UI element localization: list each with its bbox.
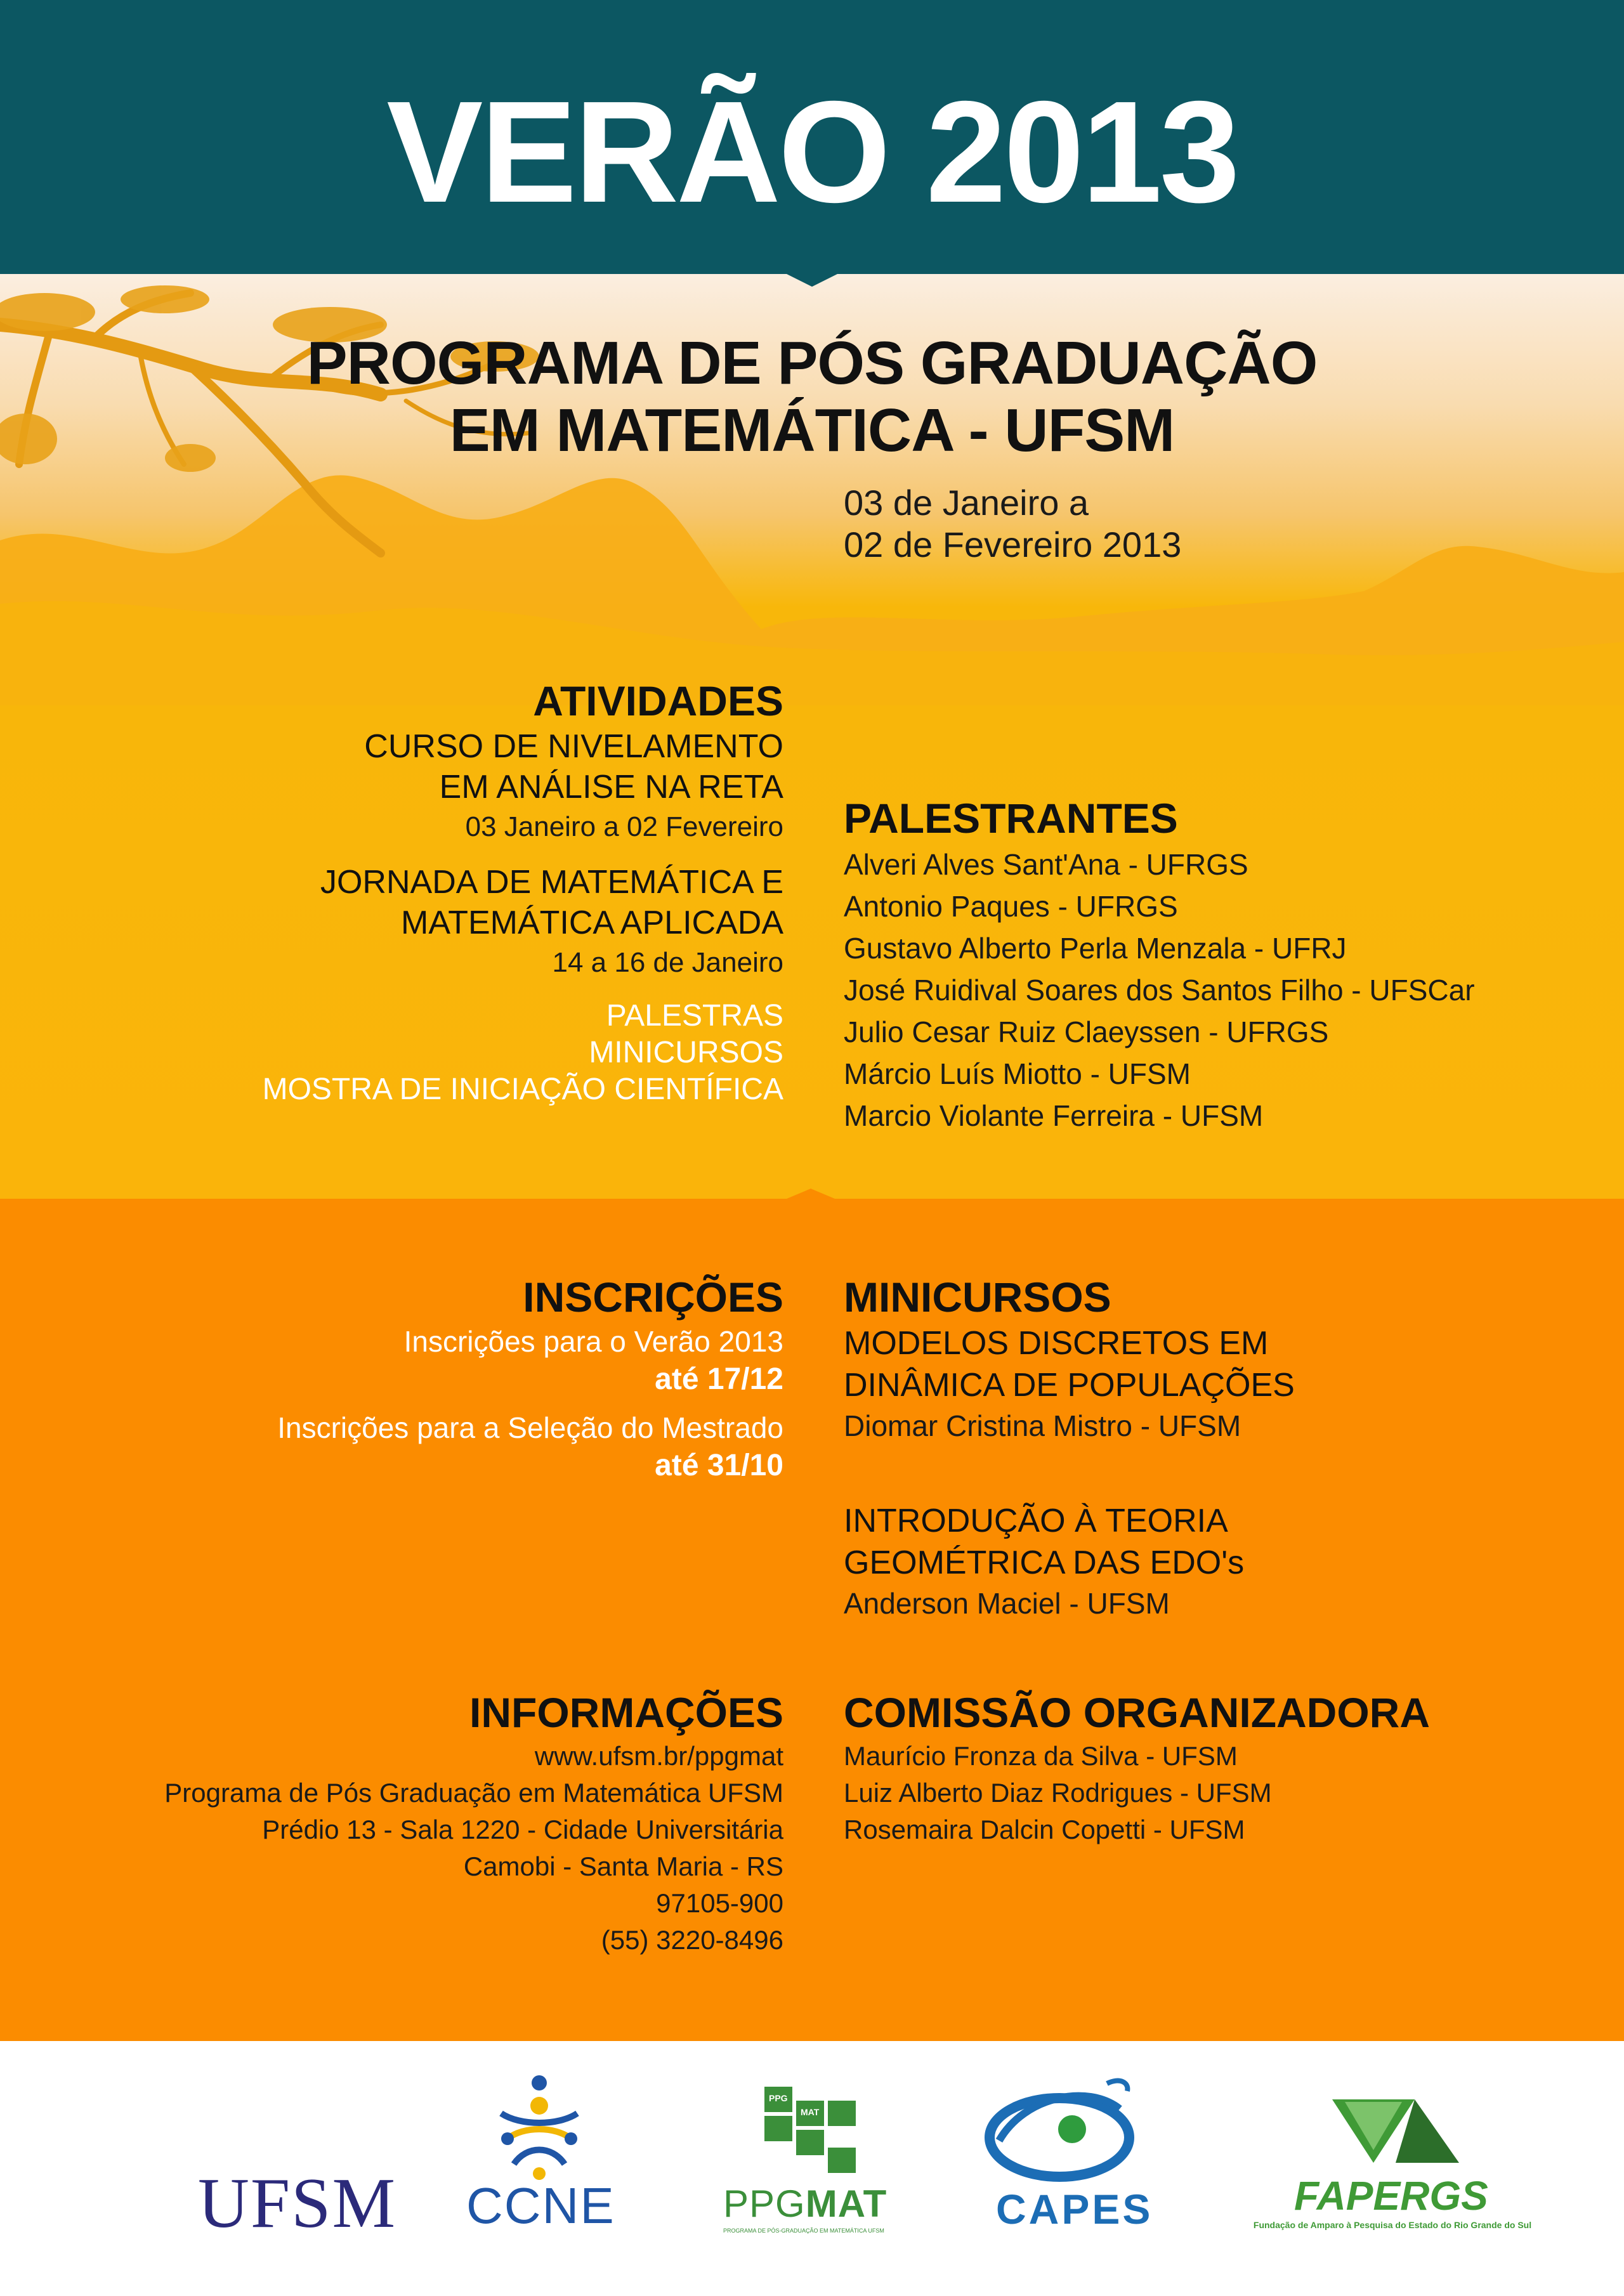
comissao-item: Maurício Fronza da Silva - UFSM: [844, 1741, 1238, 1771]
inscricoes-mestrado-text: Inscrições para a Seleção do Mestrado: [277, 1411, 783, 1444]
informacoes-heading: INFORMAÇÕES: [469, 1689, 783, 1736]
info-city: Camobi - Santa Maria - RS: [463, 1851, 783, 1881]
program-date-start: 03 de Janeiro a: [844, 483, 1089, 523]
palestrantes-heading: PALESTRANTES: [844, 795, 1178, 842]
comissao-list: [844, 1738, 1605, 1848]
informacoes-section: [95, 1687, 783, 1959]
ppgmat-grid-label-ppg: PPG: [769, 2093, 788, 2103]
curso-date: 03 Janeiro a 02 Fevereiro: [465, 811, 783, 842]
jornada-title-line2: MATEMÁTICA APLICADA: [401, 904, 783, 941]
orange-notch: [787, 1189, 835, 1199]
program-dates: [844, 482, 1181, 566]
atividades-heading: ATIVIDADES: [533, 677, 783, 724]
ccne-logo-text: CCNE: [466, 2177, 615, 2234]
ufsm-logo: UFSM: [198, 2164, 397, 2243]
inscricoes-verao-date: até 17/12: [655, 1362, 783, 1396]
ppgmat-subtitle: PROGRAMA DE PÓS-GRADUAÇÃO EM MATEMÁTICA UFSM: [723, 2228, 884, 2234]
minicurso-1-title: [844, 1322, 1573, 1406]
palestrante-item: Alveri Alves Sant'Ana - UFRGS: [844, 848, 1248, 881]
minicursos-section: [844, 1272, 1573, 1623]
page-title: VERÃO 2013: [386, 72, 1238, 233]
program-title: [0, 330, 1624, 464]
jornada-title-line1: JORNADA DE MATEMÁTICA E: [320, 864, 783, 901]
informacoes-list: [95, 1738, 783, 1959]
ppgmat-grid-label-mat: MAT: [801, 2107, 820, 2117]
palestrante-item: Antonio Paques - UFRGS: [844, 890, 1178, 923]
minicurso-1-title-line1: MODELOS DISCRETOS EM: [844, 1325, 1269, 1362]
curso-title-line1: CURSO DE NIVELAMENTO: [364, 728, 783, 765]
minicurso-2-title-line1: INTRODUÇÃO À TEORIA: [844, 1503, 1228, 1539]
jornada-title: [127, 862, 783, 943]
program-date-end: 02 de Fevereiro 2013: [844, 525, 1182, 564]
minicurso-2-speaker: Anderson Maciel - UFSM: [844, 1587, 1170, 1620]
info-zip: 97105-900: [656, 1888, 783, 1918]
palestrantes-section: [844, 793, 1573, 1137]
info-website: www.ufsm.br/ppgmat: [534, 1741, 783, 1771]
inscricoes-mestrado-date: até 31/10: [655, 1449, 783, 1482]
palestrantes-list: [844, 844, 1573, 1137]
minicurso-1-speaker: Diomar Cristina Mistro - UFSM: [844, 1409, 1241, 1442]
extra-mostra: MOSTRA DE INICIAÇÃO CIENTÍFICA: [262, 1073, 783, 1106]
minicurso-1-title-line2: DINÂMICA DE POPULAÇÕES: [844, 1367, 1295, 1404]
palestrante-item: José Ruidival Soares dos Santos Filho - UFSCar: [844, 974, 1475, 1007]
program-title-line2: EM MATEMÁTICA - UFSM: [449, 396, 1175, 464]
inscricoes-verao-text: Inscrições para o Verão 2013: [403, 1325, 783, 1358]
extra-minicursos: MINICURSOS: [589, 1036, 783, 1069]
curso-title-line2: EM ANÁLISE NA RETA: [439, 769, 783, 806]
palestrante-item: Márcio Luís Miotto - UFSM: [844, 1057, 1191, 1090]
capes-globe-icon: [980, 2071, 1139, 2185]
comissao-section: [844, 1687, 1605, 1848]
atividades-section: [127, 675, 783, 1108]
header-notch: [787, 274, 837, 287]
fapergs-subtitle: Fundação de Amparo à Pesquisa do Estado do Rio Grande do Sul: [1253, 2220, 1532, 2230]
curso-title: [127, 726, 783, 807]
ccne-emblem-icon: [488, 2069, 590, 2189]
palestrante-item: Gustavo Alberto Perla Menzala - UFRJ: [844, 932, 1347, 965]
comissao-heading: COMISSÃO ORGANIZADORA: [844, 1689, 1430, 1736]
minicurso-2-title-line2: GEOMÉTRICA DAS EDO's: [844, 1544, 1245, 1581]
info-program: Programa de Pós Graduação em Matemática UFSM: [164, 1778, 783, 1808]
atividades-extra: [127, 998, 783, 1108]
ppgmat-logo-text: PPGMAT: [723, 2182, 887, 2225]
info-phone: (55) 3220-8496: [601, 1925, 783, 1955]
minicurso-2-title: [844, 1500, 1573, 1584]
comissao-item: Rosemaira Dalcin Copetti - UFSM: [844, 1815, 1245, 1844]
jornada-date: 14 a 16 de Janeiro: [552, 947, 783, 978]
inscricoes-heading: INSCRIÇÕES: [523, 1274, 783, 1321]
capes-logo-text: CAPES: [996, 2186, 1153, 2233]
extra-palestras: PALESTRAS: [606, 999, 783, 1033]
info-address: Prédio 13 - Sala 1220 - Cidade Universitária: [262, 1815, 783, 1844]
inscricoes-section: [127, 1272, 783, 1485]
palestrante-item: Julio Cesar Ruiz Claeyssen - UFRGS: [844, 1015, 1329, 1048]
fapergs-logo-text: FAPERGS: [1294, 2173, 1488, 2219]
fapergs-triangles-icon: [1320, 2093, 1472, 2169]
palestrante-item: Marcio Violante Ferreira - UFSM: [844, 1099, 1264, 1132]
program-title-line1: PROGRAMA DE PÓS GRADUAÇÃO: [306, 329, 1318, 397]
comissao-item: Luiz Alberto Diaz Rodrigues - UFSM: [844, 1778, 1272, 1808]
minicursos-heading: MINICURSOS: [844, 1274, 1111, 1321]
